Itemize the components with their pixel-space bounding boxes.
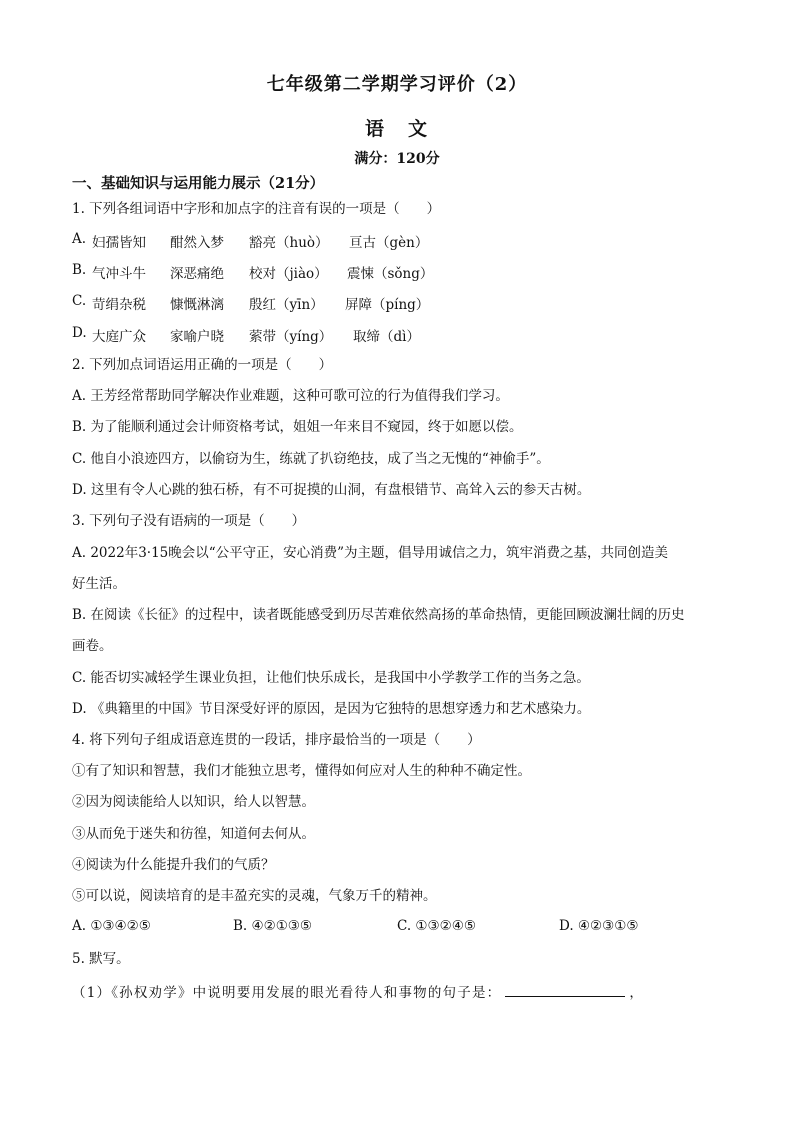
q5-part1-comma: ， [629,985,645,1001]
q2-option-c: C. 他自小浪迹四方，以偷窃为生，练就了扒窃绝技，成了当之无愧的“神偷手”。 [72,451,550,467]
q3-option-b-line2: 画卷。 [72,638,113,654]
q2-option-d: D. 这里有令人心跳的独石桥，有不可捉摸的山洞，有盘根错节、高耸入云的参天古树。 [72,482,591,498]
q2-option-a: A. 王芳经常帮助同学解决作业难题，这种可歌可泣的行为值得我们学习。 [72,388,509,404]
word: 苛绢杂税 [92,297,146,313]
subject-char-1: 语 [364,118,386,140]
q3-option-a-line2: 好生活。 [72,576,126,592]
option-letter: B. [72,262,87,278]
q2-option-b: B. 为了能顺利通过会计师资格考试，姐姐一年来目不窥园，终于如愿以偿。 [72,419,523,435]
word: 屏障（píng） [345,297,430,313]
word: 取缔（dì） [353,329,420,345]
q4-option-c: C. ①③②④⑤ [397,918,476,934]
q3-option-d: D. 《典籍里的中国》节目深受好评的原因，是因为它独特的思想穿透力和艺术感染力。 [72,701,591,717]
word: 校对（jiào） [249,266,328,282]
q4-option-a: A. ①③④②⑤ [72,918,151,934]
option-letter: D. [72,325,87,341]
option-letter: C. [72,293,87,309]
q3-option-c: C. 能否切实减轻学生课业负担，让他们快乐成长，是我国中小学教学工作的当务之急。 [72,670,590,686]
q1-option-a [72,231,722,249]
q4-sentence-1: ①有了知识和智慧，我们才能独立思考，懂得如何应对人生的种种不确定性。 [72,763,531,779]
q4-sentence-5: ⑤可以说，阅读培育的是丰盈充实的灵魂，气象万千的精神。 [72,888,437,904]
word: 豁亮（huò） [249,235,329,251]
word: 大庭广众 [92,329,146,345]
q5-part1 [72,982,722,1002]
exam-title: 七年级第二学期学习评价（2） [266,74,528,95]
q3-option-b-line1: B. 在阅读《长征》的过程中，读者既能感受到历尽苦难依然高扬的革命热情，更能回顾波澜壮阔的历史 [72,607,685,623]
word: 酣然入梦 [170,235,224,251]
word: 殷红（yīn） [249,297,324,313]
q5-part1-text: （1）《孙权劝学》中说明要用发展的眼光看待人和事物的句子是： [72,985,502,1001]
q4-option-d: D. ④②③①⑤ [559,918,639,934]
word: 萦带（yíng） [249,329,333,345]
q3-stem: 3. 下列句子没有语病的一项是（ ） [72,513,306,529]
answer-blank[interactable] [505,982,625,997]
q4-sentence-3: ③从而免于迷失和彷徨，知道何去何从。 [72,826,315,842]
q5-stem: 5. 默写。 [72,951,130,967]
q1-stem: 1. 下列各组词语中字形和加点字的注音有误的一项是（ ） [72,201,441,217]
q4-sentence-2: ②因为阅读能给人以知识，给人以智慧。 [72,794,315,810]
word: 妇孺皆知 [92,235,146,251]
q4-options [72,918,722,936]
section-heading: 一、基础知识与运用能力展示（21分） [72,175,325,192]
word: 震悚（sǒng） [347,266,434,282]
word: 深恶痛绝 [170,266,224,282]
q3-option-a-line1: A. 2022年3·15晚会以“公平守正，安心消费”为主题，倡导用诚信之力，筑牢消费之基，共同创造美 [72,545,669,561]
q1-option-c [72,293,722,311]
subject-title [0,114,794,141]
q2-stem: 2. 下列加点词语运用正确的一项是（ ） [72,357,333,373]
option-letter: A. [72,231,87,247]
word: 亘古（gèn） [349,235,429,251]
word: 家喻户晓 [170,329,224,345]
full-score: 满分：120分 [354,151,440,167]
q1-option-b [72,262,722,280]
q4-sentence-4: ④阅读为什么能提升我们的气质？ [72,857,275,873]
q4-stem: 4. 将下列句子组成语意连贯的一段话，排序最恰当的一项是（ ） [72,732,481,748]
word: 慷慨淋漓 [170,297,224,313]
q1-option-d [72,325,722,343]
word: 气冲斗牛 [92,266,146,282]
q4-option-b: B. ④②①③⑤ [233,918,313,934]
subject-char-2: 文 [408,118,430,140]
